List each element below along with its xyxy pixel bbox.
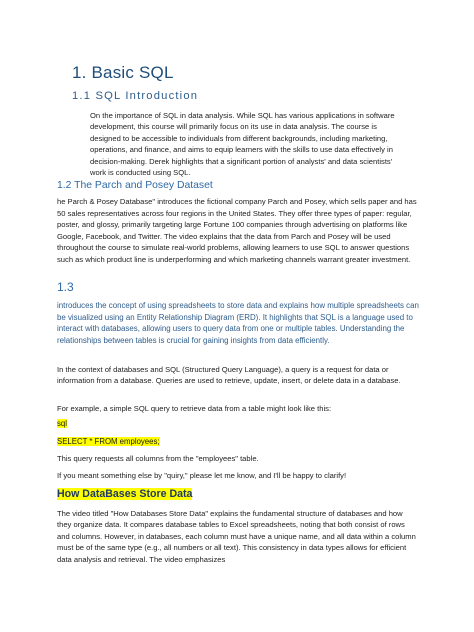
parch-posey-paragraph: he Parch & Posey Database" introduces the fictional company Parch and Posey, which sells paper and has 50 sales representatives across four regions in the United States. They offer three types of paper: regular, poster, and glossy, primarily targeting large Fortune 100 companies through advertising on platforms like Google, Facebook, and Twitter. The video explains that the data from Parch and Posey will be used throughout the course to simulate real-world problems, allowing learners to use SQL to answer questions such as which product line is underperforming and which marketing channels warrant greater investment. xyxy=(57,197,417,264)
heading-basic-sql: 1. Basic SQL xyxy=(72,63,174,82)
example-paragraph: For example, a simple SQL query to retrieve data from a table might look like this: xyxy=(57,404,332,413)
code-line xyxy=(57,436,160,447)
heading-sql-introduction: 1.1 SQL Introduction xyxy=(72,90,199,102)
code-language-text: sql xyxy=(57,419,67,428)
erd-paragraph: introduces the concept of using spreadsheets to store data and explains how multiple spreadsheets can be visualized using an Entity Relationship Diagram (ERD). It highlights that SQL is a language used to interact with databases, allowing users to query data from one or multiple tables. Understanding the relationships between tables is crucial for gaining insights from data efficiently. xyxy=(57,301,419,345)
code-line-text: SELECT * FROM employees; xyxy=(57,437,160,446)
heading-store-text: How DataBases Store Data xyxy=(57,488,193,500)
heading-1-3: 1.3 xyxy=(57,280,74,294)
query-paragraph: In the context of databases and SQL (Structured Query Language), a query is a request for data or information from a database. Queries are used to retrieve, update, insert, or delete data in a database. xyxy=(57,365,401,386)
heading-parch-posey: 1.2 The Parch and Posey Dataset xyxy=(57,180,213,191)
code-language-label xyxy=(57,418,67,429)
heading-how-databases-store-data xyxy=(57,487,192,502)
intro-paragraph: On the importance of SQL in data analysis. While SQL has various applications in software development, this course will primarily focus on its use in data analysis. The course is designed to be accessible to individuals from different backgrounds, including marketing, operations, and finance, and aims to equip learners with the skills to use data effectively in decision-making. Derek highlights that a significant portion of analysts' and data scientists' work is conducted using SQL. xyxy=(90,111,395,178)
code-explanation: This query requests all columns from the "employees" table. xyxy=(57,454,259,463)
store-paragraph: The video titled "How Databases Store Data" explains the fundamental structure of databases and how they organize data. It compares database tables to Excel spreadsheets, noting that both consist of rows and columns. However, in databases, each column must have a unique name, and all data within a column must be of the same type (e.g., all numbers or all text). This consistency in data types allows for efficient data analysis and retrieval. The video emphasizes xyxy=(57,509,416,564)
closing-line: If you meant something else by "quiry," please let me know, and I'll be happy to clarify! xyxy=(57,471,347,480)
